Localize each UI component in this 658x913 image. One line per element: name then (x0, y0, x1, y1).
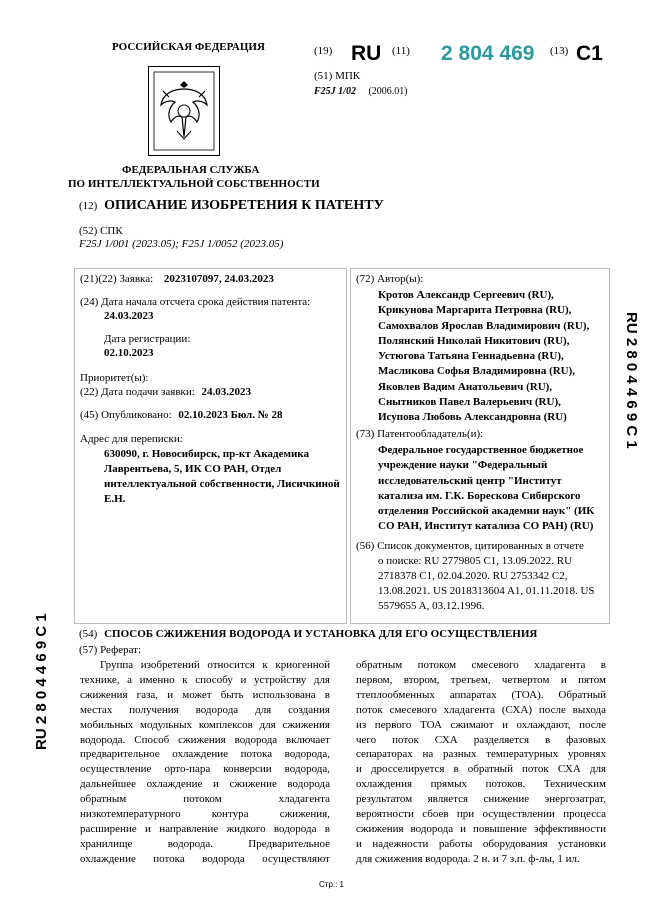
address-line: 630090, г. Новосибирск, пр-кт Академика (104, 448, 309, 460)
filing-row (80, 386, 251, 398)
application-label: (21)(22) Заявка: (80, 273, 154, 285)
address-line: Е.Н. (104, 493, 126, 505)
registration-label: Дата регистрации: (104, 333, 191, 345)
address-block (104, 447, 344, 507)
owner-line: катализа им. Г.К. Борескова Сибирского (378, 489, 581, 502)
abstract-line: хранилище водорода. Предварительное (80, 837, 330, 850)
owner-block (378, 443, 594, 535)
abstract-column-1 (80, 658, 330, 867)
abstract-line: и дросселируется в обратный поток СХА для (356, 763, 606, 776)
document-title: ОПИСАНИЕ ИЗОБРЕТЕНИЯ К ПАТЕНТУ (104, 198, 384, 213)
abstract-line: обратным потоком смесевого хладагента в (356, 659, 606, 671)
abstract-line: для сжижения водорода. 2 н. и 7 з.п. ф-лы, 1 ил. (356, 852, 580, 865)
title-12-code: (12) (79, 200, 98, 212)
abstract-line: расширение и направление жидкого водорода в (80, 822, 330, 835)
owner-line: учреждение науки "Федеральный (378, 459, 548, 472)
side-code-right: RU 2 8 0 4 4 6 9 C 1 (623, 312, 640, 449)
country-code: RU (351, 42, 382, 65)
cited-line: о поиске: RU 2779805 C1, 13.09.2022. RU (378, 555, 573, 567)
author-item: Яковлев Вадим Анатольевич (RU), (378, 380, 553, 393)
author-item: Кротов Александр Сергеевич (RU), (378, 289, 554, 301)
cited-line: 13.08.2021. US 2018313604 A1, 01.11.2018. US (378, 585, 595, 597)
author-item: Масликова Софья Владимировна (RU), (378, 365, 576, 378)
published-row (80, 409, 283, 421)
double-headed-eagle-emblem-icon (148, 66, 220, 156)
cited-block (356, 539, 595, 614)
code-11: (11) (392, 45, 410, 57)
priority-label: Приоритет(ы): (80, 372, 149, 384)
author-item: Исупова Любовь Александровна (RU) (378, 411, 567, 424)
abstract-line: поток смесевого хладагента (СХА) после выхода (356, 703, 606, 716)
abstract-line: сжижения газа, и может быть использована в (80, 688, 330, 701)
spk-classes: F25J 1/001 (2023.05); F25J 1/0052 (2023.05) (79, 238, 284, 250)
abstract-line: чего поток СХА разделяется в фазовых (356, 733, 606, 746)
abstract-line: низкотемпературного контура сжижения, (80, 808, 330, 821)
abstract-line: и надежности работы оборудования установки (356, 837, 606, 850)
page-number: Стр.: 1 (319, 880, 345, 889)
abstract-line: мобильных модульных комплексов для сжижения (80, 718, 330, 731)
published-value: 02.10.2023 Бюл. № 28 (178, 409, 283, 421)
mpk-class: F25J 1/02 (314, 86, 356, 97)
owner-line: Федеральное государственное бюджетное (378, 444, 584, 456)
abstract-line: сепараторах на разных температурных уровнях (356, 748, 606, 761)
cited-line: 5579655 A, 03.12.1996. (378, 600, 485, 612)
author-item: Снытников Павел Валерьевич (RU), (378, 396, 561, 409)
abstract-line: ттеплообменных аппаратах (ТОА). Обратный (356, 688, 606, 701)
abstract-line: Группа изобретений относится к криогенной (100, 659, 330, 671)
code-13: (13) (550, 45, 569, 57)
invention-title-row (79, 628, 537, 640)
kind-code: C1 (576, 42, 603, 65)
address-line: интеллектуальной собственности, Лисичкиной (104, 478, 340, 490)
abstract-line: предварительное охлаждение потока водорода, (80, 748, 330, 761)
abstract-line: результатом является снижение энергозатрат, (356, 793, 606, 806)
owner-line: СО РАН, Институт катализа СО РАН) (RU) (378, 520, 594, 533)
patent-number: 2 804 469 (441, 42, 535, 65)
abstract-column-2 (356, 658, 606, 867)
registration-value: 02.10.2023 (104, 347, 154, 359)
authors-label: (72) Автор(ы): (356, 273, 424, 285)
side-code-left: RU 2 8 0 4 4 6 9 C 1 (33, 613, 50, 750)
owner-line: исследовательский центр "Институт (378, 474, 562, 487)
abstract-line: обратным потоком хладагента (80, 793, 330, 806)
invention-title-code: (54) (79, 628, 98, 640)
abstract-line: первом, втором, третьем, четвертом и пятом (356, 673, 606, 686)
country-name: РОССИЙСКАЯ ФЕДЕРАЦИЯ (112, 41, 265, 53)
cited-line: (56) Список документов, цитированных в отчете (356, 540, 584, 552)
abstract-line: местах получения водорода для создания (80, 703, 330, 716)
term-value: 24.03.2023 (104, 310, 154, 322)
code-19: (19) (314, 45, 333, 57)
invention-title: СПОСОБ СЖИЖЕНИЯ ВОДОРОДА И УСТАНОВКА ДЛЯ ЕГО ОСУЩЕСТВЛЕНИЯ (104, 628, 538, 640)
abstract-line: сжижения водорода и повышение эффективности (356, 822, 606, 835)
author-item: Крикунова Маргарита Петровна (RU), (378, 304, 572, 317)
abstract-line: водорода. Способ сжижения водорода включает (80, 733, 330, 746)
abstract-line: охлаждение потока водорода осуществляют (80, 852, 330, 865)
mpk-date: (2006.01) (368, 86, 408, 97)
address-label: Адрес для переписки: (80, 433, 183, 445)
abstract-line: осуществление орто-пара конверсии водорода, (80, 763, 330, 776)
spk-label: (52) СПК (79, 225, 123, 237)
address-line: Лаврентьева, 5, ИК СО РАН, Отдел (104, 463, 282, 475)
abstract-line: вероятности сбоев при осуществлении процесса (356, 808, 606, 821)
abstract-line: из первого ТОА сжимают и охлаждают, после (356, 718, 606, 731)
author-item: Самохвалов Ярослав Владимирович (RU), (378, 319, 590, 332)
author-item: Полянский Николай Никитович (RU), (378, 334, 570, 347)
filing-value: 24.03.2023 (201, 386, 252, 398)
filing-label: (22) Дата подачи заявки: (80, 386, 195, 398)
mpk-class-row (314, 86, 408, 97)
published-label: (45) Опубликовано: (80, 409, 172, 421)
author-item: Устюгова Татьяна Геннадьевна (RU), (378, 350, 564, 363)
agency-line-2: ПО ИНТЕЛЛЕКТУАЛЬНОЙ СОБСТВЕННОСТИ (68, 178, 320, 190)
authors-list (378, 288, 589, 426)
application-value: 2023107097, 24.03.2023 (163, 273, 274, 285)
abstract-line: технике, а именно к способу и устройству для (80, 673, 330, 686)
term-label: (24) Дата начала отсчета срока действия патента: (80, 296, 311, 308)
title-12-row (79, 198, 384, 214)
mpk-label: (51) МПК (314, 70, 361, 82)
abstract-line: охлаждения прямых потоков. Техническим (356, 778, 606, 791)
agency-line-1: ФЕДЕРАЛЬНАЯ СЛУЖБА (122, 164, 260, 176)
owner-label: (73) Патентообладатель(и): (356, 428, 484, 440)
abstract-line: дальнейшее охлаждение и сжижение водорода (80, 778, 330, 791)
owner-line: отделения Российской академии наук" (ИК (378, 505, 595, 518)
abstract-label: (57) Реферат: (79, 644, 142, 656)
application-row (80, 273, 274, 285)
cited-line: 2718378 C1, 02.04.2020. RU 2753342 C2, (378, 570, 568, 582)
